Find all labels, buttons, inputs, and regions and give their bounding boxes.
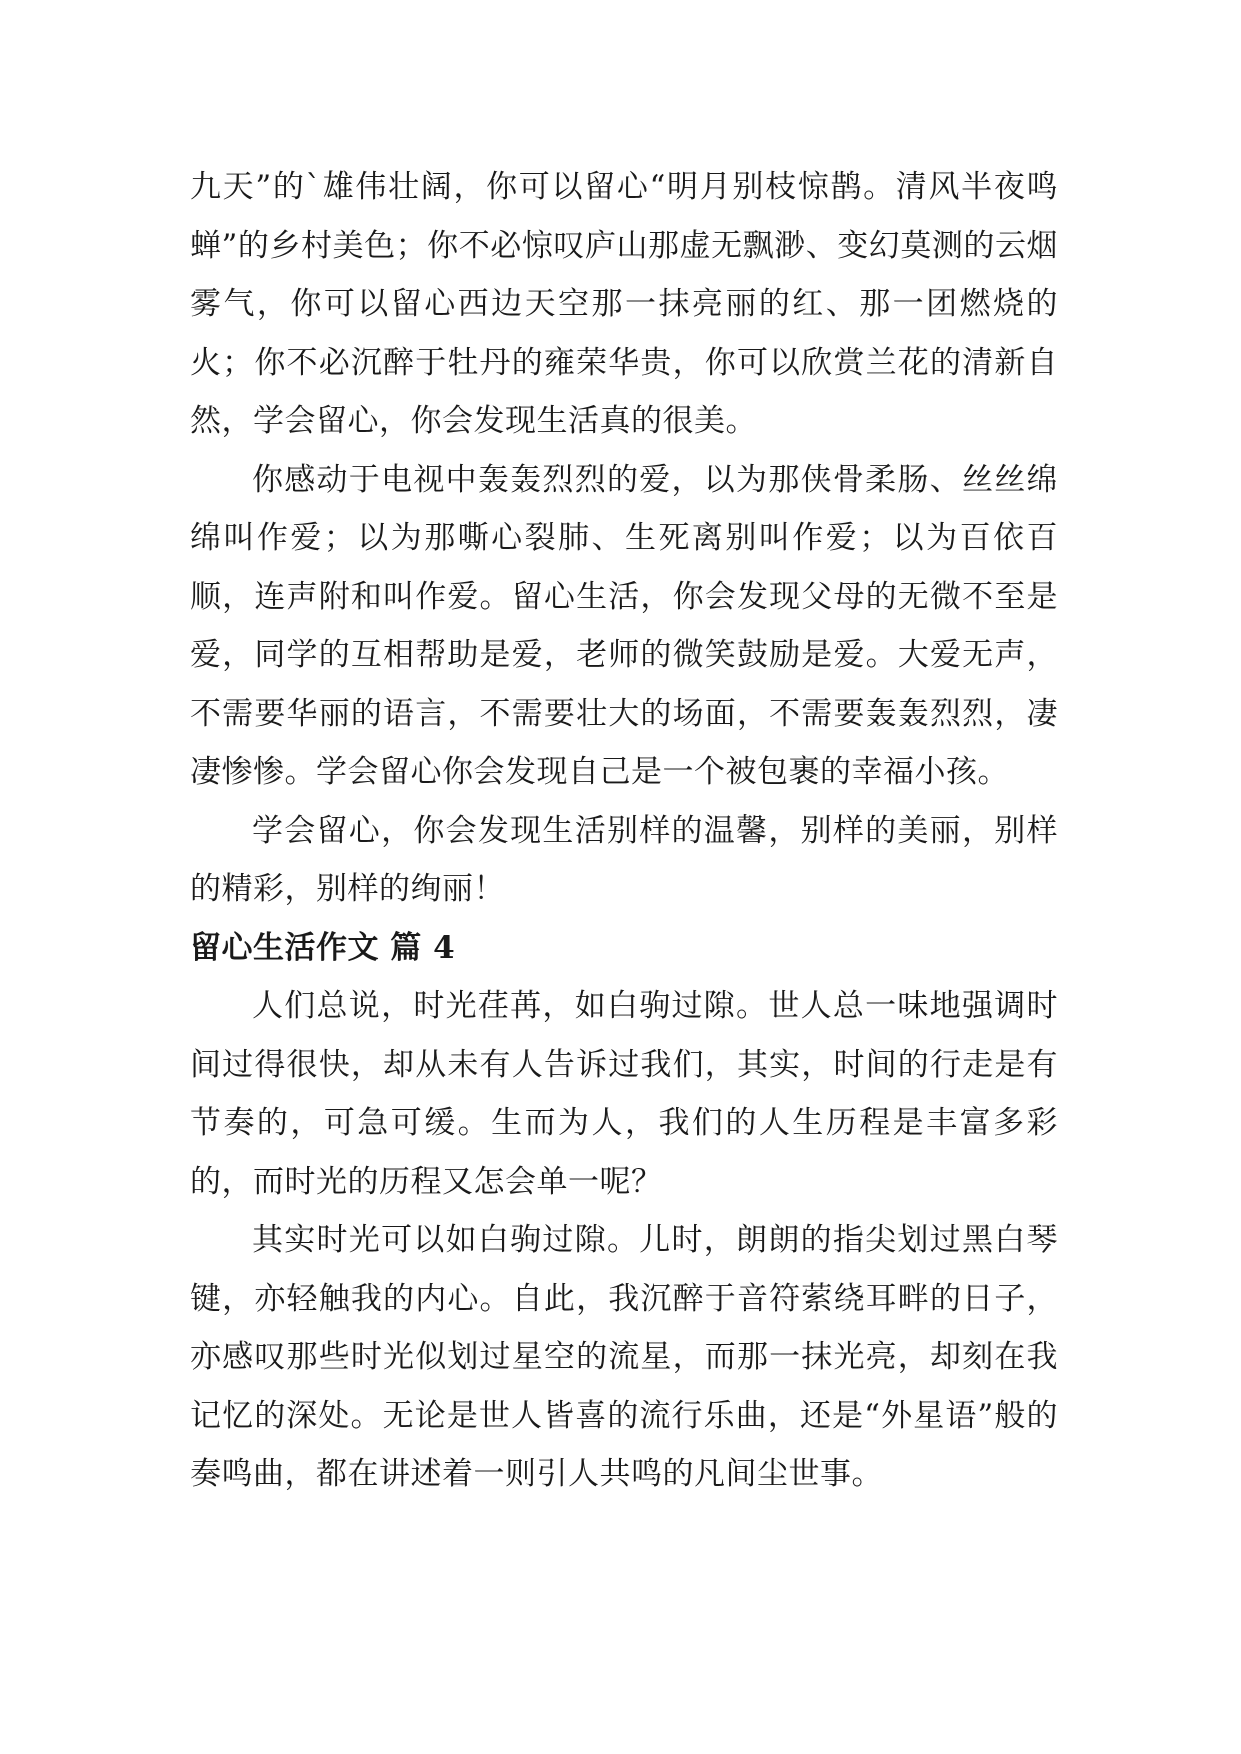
document-page	[190, 158, 1058, 1504]
paragraph-4: 人们总说，时光荏苒，如白驹过隙。世人总一味地强调时间过得很快，却从未有人告诉过我们，其实，时间的行走是有节奏的，可急可缓。生而为人，我们的人生历程是丰富多彩的，而时光的历程又怎会单一呢？	[190, 988, 1058, 1200]
paragraph-3: 学会留心，你会发现生活别样的温馨，别样的美丽，别样的精彩，别样的绚丽！	[190, 812, 1058, 907]
paragraph-2: 你感动于电视中轰轰烈烈的爱，以为那侠骨柔肠、丝丝绵绵叫作爱；以为那嘶心裂肺、生死离别叫作爱；以为百依百顺，连声附和叫作爱。留心生活，你会发现父母的无微不至是爱，同学的互相帮助是爱，老师的微笑鼓励是爱。大爱无声，不需要华丽的语言，不需要壮大的场面，不需要轰轰烈烈，凄凄惨惨。学会留心你会发现自己是一个被包裹的幸福小孩。	[190, 461, 1058, 790]
paragraph-5: 其实时光可以如白驹过隙。儿时，朗朗的指尖划过黑白琴键，亦轻触我的内心。自此，我沉醉于音符萦绕耳畔的日子，亦感叹那些时光似划过星空的流星，而那一抹光亮，却刻在我记忆的深处。无论是世人皆喜的流行乐曲，还是“外星语”般的奏鸣曲，都在讲述着一则引人共鸣的凡间尘世事。	[190, 1222, 1058, 1492]
paragraph-1: 九天”的`雄伟壮阔，你可以留心“明月别枝惊鹊。清风半夜鸣蝉”的乡村美色；你不必惊叹庐山那虚无飘渺、变幻莫测的云烟雾气，你可以留心西边天空那一抹亮丽的红、那一团燃烧的火；你不必沉醉于牡丹的雍荣华贵，你可以欣赏兰花的清新自然，学会留心，你会发现生活真的很美。	[190, 169, 1058, 439]
section-heading: 留心生活作文 篇 4	[190, 929, 456, 966]
